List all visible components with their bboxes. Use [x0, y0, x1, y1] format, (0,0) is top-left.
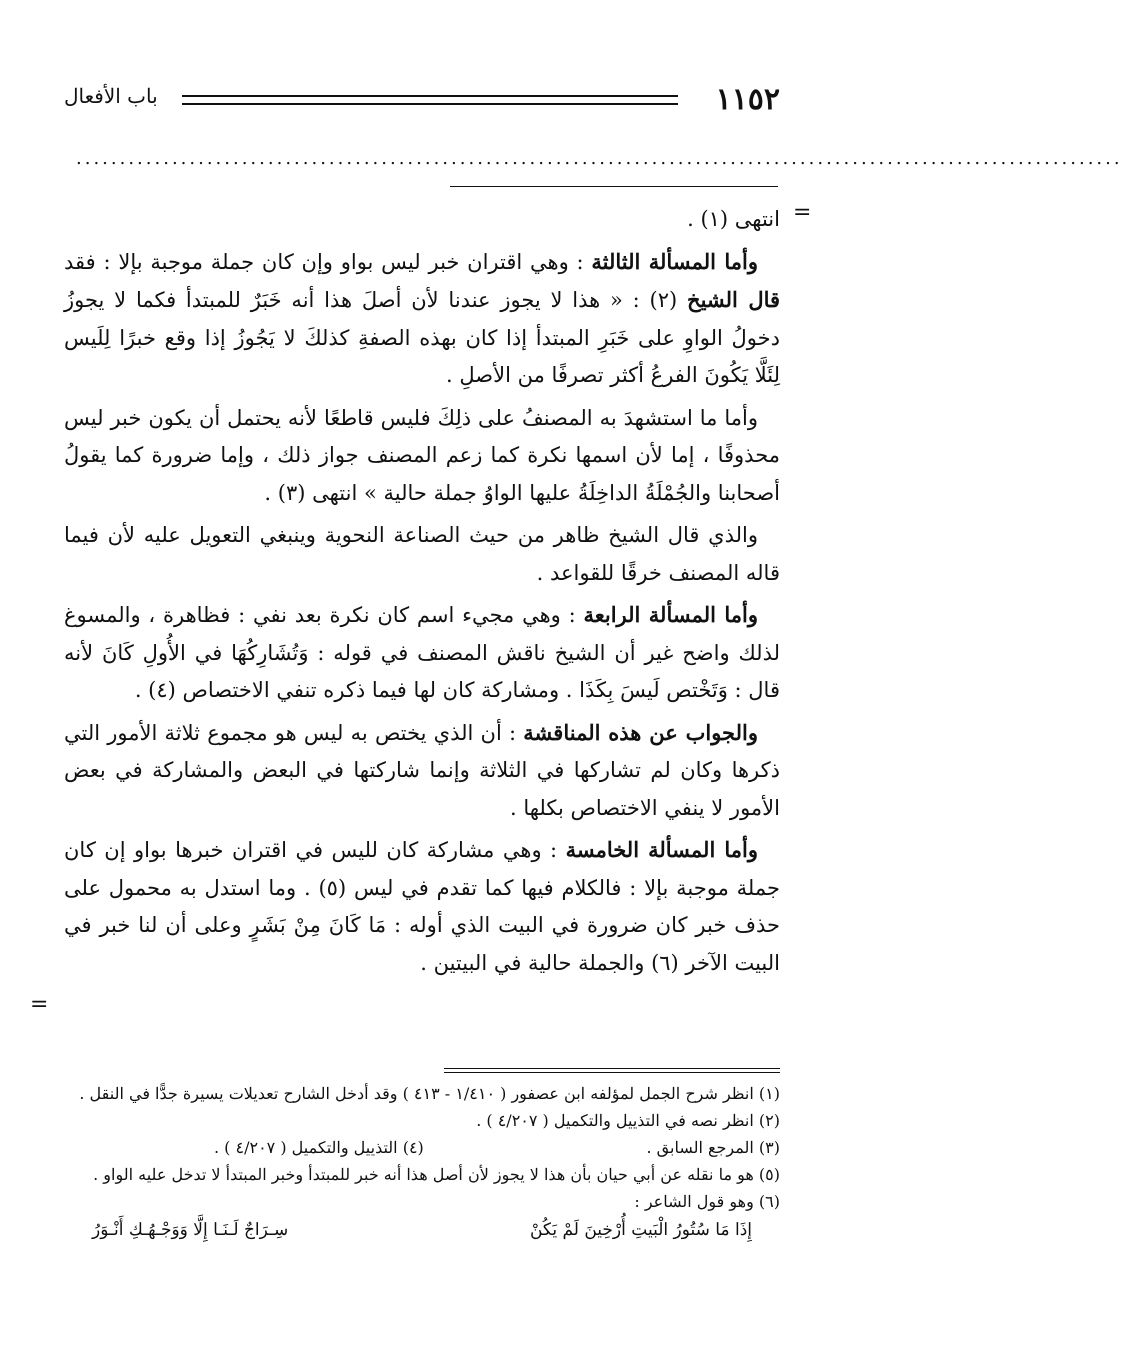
footnote-4: (٤) التذييل والتكميل ( ٤/٢٠٧ ) . — [214, 1138, 424, 1157]
paragraph-text: : وهي مشاركة كان لليس في اقتران خبرها بواو إن كان جملة موجبة بإلا : فالكلام فيها كما تقدم في ليس (٥) . وما استدل به محمول على حذف خبر كان ضرورة في البيت الذي أوله : مَا كَانَ مِنْ بَشَرٍ وعلى أن لنا خبر في البيت الآخر (٦) والجملة حالية في البيتين . — [64, 838, 780, 975]
footnotes — [64, 1080, 780, 1244]
main-text — [64, 200, 780, 986]
paragraph-text: انتهى (١) . — [687, 207, 780, 231]
page-header — [64, 78, 780, 118]
verse-second-hemistich: سِـرَاجٌ لَـنَـا إِلَّا وَوَجْـهُـكِ أَنْـوَرُ — [92, 1220, 289, 1240]
chapter-title: باب الأفعال — [64, 84, 158, 108]
verse-first-hemistich: إِذَا مَا سُتُورُ الْبَيتِ أُرْخِينَ لَمْ يَكُنْ — [529, 1220, 752, 1240]
paragraph-text: والذي قال الشيخ ظاهر من حيث الصناعة النحوية وينبغي التعويل عليه لأن فيما قاله المصنف خرقًا للقواعد . — [64, 523, 780, 585]
dotted-separator: ........................................................................................................................ — [76, 148, 1123, 169]
footnote-1: (١) انظر شرح الجمل لمؤلفه ابن عصفور ( ١/٤١٠ - ٤١٣ ) وقد أدخل الشارح تعديلات يسيرة جدًّا في النقل . — [79, 1084, 780, 1103]
footnote-row — [64, 1134, 780, 1161]
paragraph-lead: وأما المسألة الخامسة — [565, 837, 758, 862]
paragraph-lead: والجواب عن هذه المناقشة — [523, 719, 758, 745]
footnote-2: (٢) انظر نصه في التذييل والتكميل ( ٤/٢٠٧ ) . — [476, 1111, 780, 1130]
header-double-rule — [182, 95, 678, 105]
paragraph — [64, 596, 780, 710]
footnote-5: (٥) هو ما نقله عن أبي حيان بأن هذا لا يجوز لأن أصل هذا أنه خبر للمبتدأ وخبر المبتدأ لا تدخل عليه الواو . — [93, 1165, 780, 1184]
continuation-marker-top: = — [793, 200, 812, 225]
page-number: ١١٥٢ — [715, 82, 780, 117]
paragraph-text: وأما ما استشهدَ به المصنفُ على ذلِكَ فليس قاطعًا لأنه يحتمل أن يكون خبر ليس محذوفًا ، إما لأن اسمها نكرة كما زعم المصنف جواز ذلك ، وإما ضرورة كما يقولُ أصحابنا والجُمْلَةُ الداخِلَةُ عليها الواوُ جملة حالية » انتهى (٣) . — [64, 405, 780, 505]
paragraph-lead: قال الشيخ — [687, 287, 781, 312]
paragraph — [64, 831, 780, 982]
paragraph — [64, 243, 780, 395]
paragraph-lead: وأما المسألة الثالثة — [591, 248, 758, 274]
paragraph-text: : وهي مجيء اسم كان نكرة بعد نفي : فظاهرة ، والمسوغ لذلك واضح غير أن الشيخ ناقش المصنف في قوله : وَتُشَارِكُهَا في الأُولِ كَانَ لأنه قال : وَتَخْتص لَيسَ بِكَذَا . ومشاركة كان لها فيما ذكره تنفي الاختصاص (٤) . — [64, 603, 780, 702]
paragraph — [64, 200, 780, 239]
paragraph — [64, 399, 780, 513]
continuation-marker-bottom: = — [30, 992, 49, 1017]
paragraph — [64, 516, 780, 592]
footnote-3: (٣) المرجع السابق . — [646, 1138, 780, 1157]
poetry-verse — [92, 1217, 752, 1244]
footnote-separator — [444, 1068, 780, 1073]
paragraph-lead: وأما المسألة الرابعة — [583, 602, 758, 627]
paragraph-text: : أن الذي يختص به ليس هو مجموع ثلاثة الأمور التي ذكرها وكان لم تشاركها في الثلاثة وإنما شاركتها في البعض والمشاركة في بعض الأمور لا ينفي الاختصاص بكلها . — [64, 720, 780, 820]
paragraph-text: : وهي اقتران خبر ليس بواو وإن كان جملة موجبة بإلا : فقد — [64, 249, 592, 274]
paragraph — [64, 714, 780, 828]
footnote-6: (٦) وهو قول الشاعر : — [634, 1192, 780, 1211]
paragraph-text: (٢) : « هذا لا يجوز عندنا لأن أصلَ هذا أنه خَبَرٌ للمبتدأ فكما لا يجوزُ دخولُ الواوِ على خَبَرِ المبتدأ إذا كان بهذه الصفةِ كذلكَ لا يَجُوزُ إذا وقع خبرًا لِلَيس لِئَلَّا يَكُونَ الفرعُ أكثر تصرفًا من الأصلِ . — [64, 288, 780, 387]
continuation-rule — [450, 186, 778, 187]
